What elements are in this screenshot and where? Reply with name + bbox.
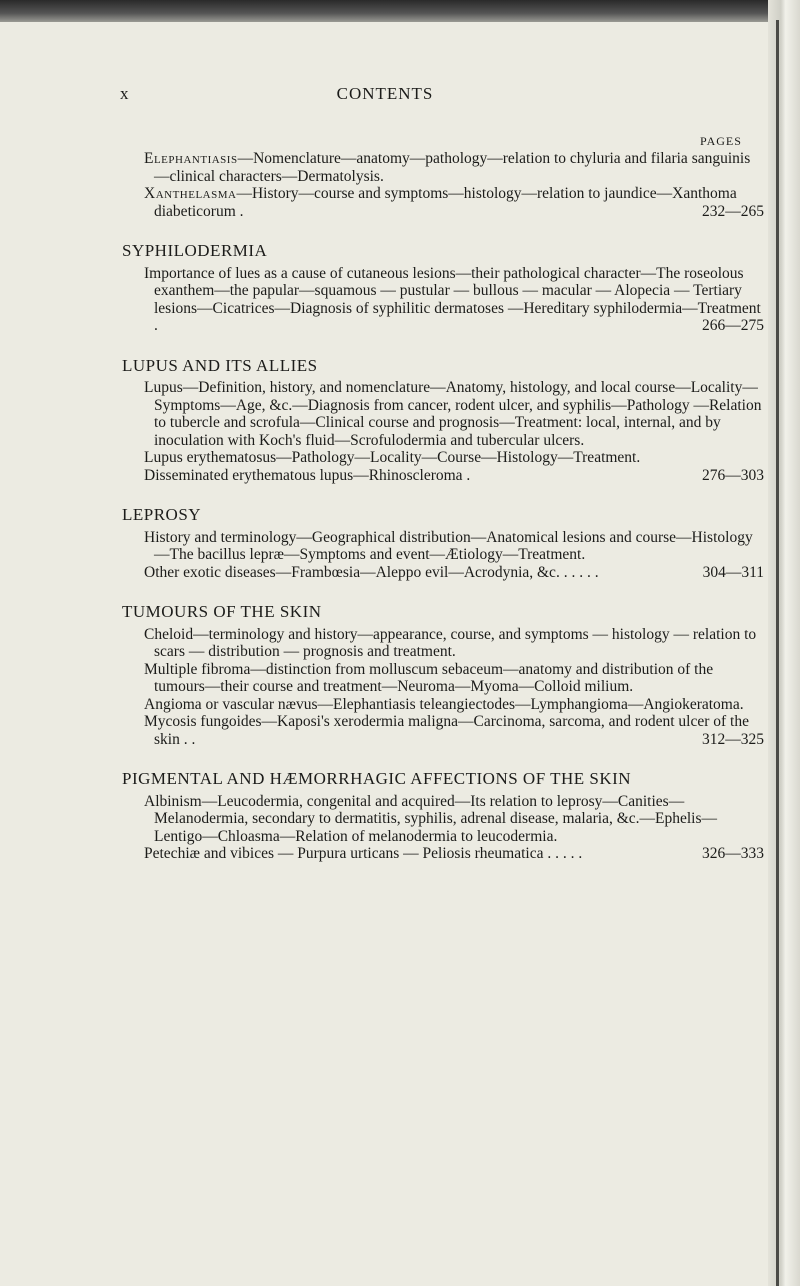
entry-text: Multiple fibroma—distinction from molluscum sebaceum—anatomy and distribution of the tumours—their course and treatment—Neuroma—Myoma—Colloid milium.: [144, 660, 714, 695]
contents-entry: [144, 379, 764, 449]
contents-list: [122, 150, 764, 863]
contents-entry: [144, 265, 764, 335]
entry-text: Angioma or vascular nævus—Elephantiasis teleangiectodes—Lymphangioma—Angiokeratoma.: [144, 695, 744, 713]
contents-entry: [144, 626, 764, 661]
contents-entry: [144, 713, 764, 748]
entry-text: Petechiæ and vibices — Purpura urticans — Peliosis rheumatica . . . . .: [144, 845, 583, 862]
page-range: 232—265: [702, 202, 764, 220]
book-gutter: [768, 0, 800, 1286]
entry-text: —Nomenclature—anatomy—pathology—relation to chyluria and filaria sanguinis—clinical characters—Dermatolysis.: [154, 150, 751, 185]
contents-entry: [144, 564, 764, 582]
page-range: 276—303: [702, 466, 764, 484]
contents-entry: [144, 467, 764, 485]
contents-section: [122, 220, 764, 335]
page-title: CONTENTS: [336, 84, 434, 103]
page-range: 312—325: [702, 730, 764, 748]
entry-lead: Elephantiasis: [144, 150, 238, 167]
section-title: SYPHILODERMIA: [122, 241, 268, 260]
contents-entry: [144, 696, 764, 714]
section-title: LUPUS AND ITS ALLIES: [122, 355, 318, 375]
section-title: TUMOURS OF THE SKIN: [122, 602, 322, 621]
page-range: 304—311: [702, 563, 764, 581]
entry-text: Other exotic diseases—Frambœsia—Aleppo evil—Acrodynia, &c. . . . . .: [144, 563, 599, 581]
contents-section: [122, 150, 764, 220]
contents-entry: [144, 793, 764, 846]
entry-text: Cheloid—terminology and history—appearance, course, and symptoms — histology — relation to scars — distribution — prognosis and treatment.: [144, 625, 757, 660]
entry-text: Disseminated erythematous lupus—Rhinoscleroma .: [144, 466, 471, 484]
page-number: x: [120, 84, 129, 103]
contents-entry: [144, 529, 764, 564]
entry-text: Importance of lues as a cause of cutaneous lesions—their pathological character—The roseolous exanthem—the papular—squamous — pustular — bullous — macular — Alopecia — Tertiary lesions—Cicatrices—Diagnosis of syphilitic dermatoses —Hereditary syphilodermia—Treatment .: [144, 264, 761, 334]
entry-text: History and terminology—Geographical distribution—Anatomical lesions and course—Histology—The bacillus lepræ—Symptoms and event—Ætiology—Treatment.: [144, 528, 753, 563]
entry-text: Lupus—Definition, history, and nomenclature—Anatomy, histology, and local course—Locality—Symptoms—Age, &c.—Diagnosis from cancer, rodent ulcer, and syphilis—Pathology —Relation to tubercle and scrofula—Clinical course and prognosis—Treatment: local, internal, and by inoculation with Koch's fluid—Scrofulodermia and tubercular ulcers.: [144, 379, 762, 449]
contents-entry: [144, 150, 764, 185]
page-range: 326—333: [702, 845, 764, 862]
contents-entry: [144, 449, 764, 467]
page-header: [0, 84, 770, 110]
entry-lead: Xanthelasma: [144, 185, 237, 202]
entry-text: Lupus erythematosus—Pathology—Locality—Course—Histology—Treatment.: [144, 449, 641, 466]
contents-section: [122, 748, 764, 863]
section-title: PIGMENTAL AND HÆMORRHAGIC AFFECTIONS OF THE SKIN: [122, 769, 632, 788]
page-top-edge: [0, 0, 800, 22]
contents-entry: [144, 845, 764, 863]
contents-section: [122, 581, 764, 748]
entry-text: Albinism—Leucodermia, congenital and acquired—Its relation to leprosy—Canities—Melanodermia, secondary to dermatitis, syphilis, adrenal disease, malaria, &c.—Ephelis—Lentigo—Chloasma—Relation of melanodermia to leucodermia.: [144, 792, 718, 845]
contents-entry: [144, 185, 764, 220]
contents-entry: [144, 661, 764, 696]
contents-section: [122, 484, 764, 581]
entry-text: Mycosis fungoides—Kaposi's xerodermia maligna—Carcinoma, sarcoma, and rodent ulcer of the skin . .: [144, 713, 749, 748]
section-title: LEPROSY: [122, 505, 202, 524]
entry-text: —History—course and symptoms—histology—relation to jaundice—Xanthoma diabeticorum .: [154, 185, 737, 220]
contents-section: [122, 335, 764, 485]
pages-column-label: PAGES: [700, 134, 742, 148]
page-range: 266—275: [702, 317, 764, 334]
